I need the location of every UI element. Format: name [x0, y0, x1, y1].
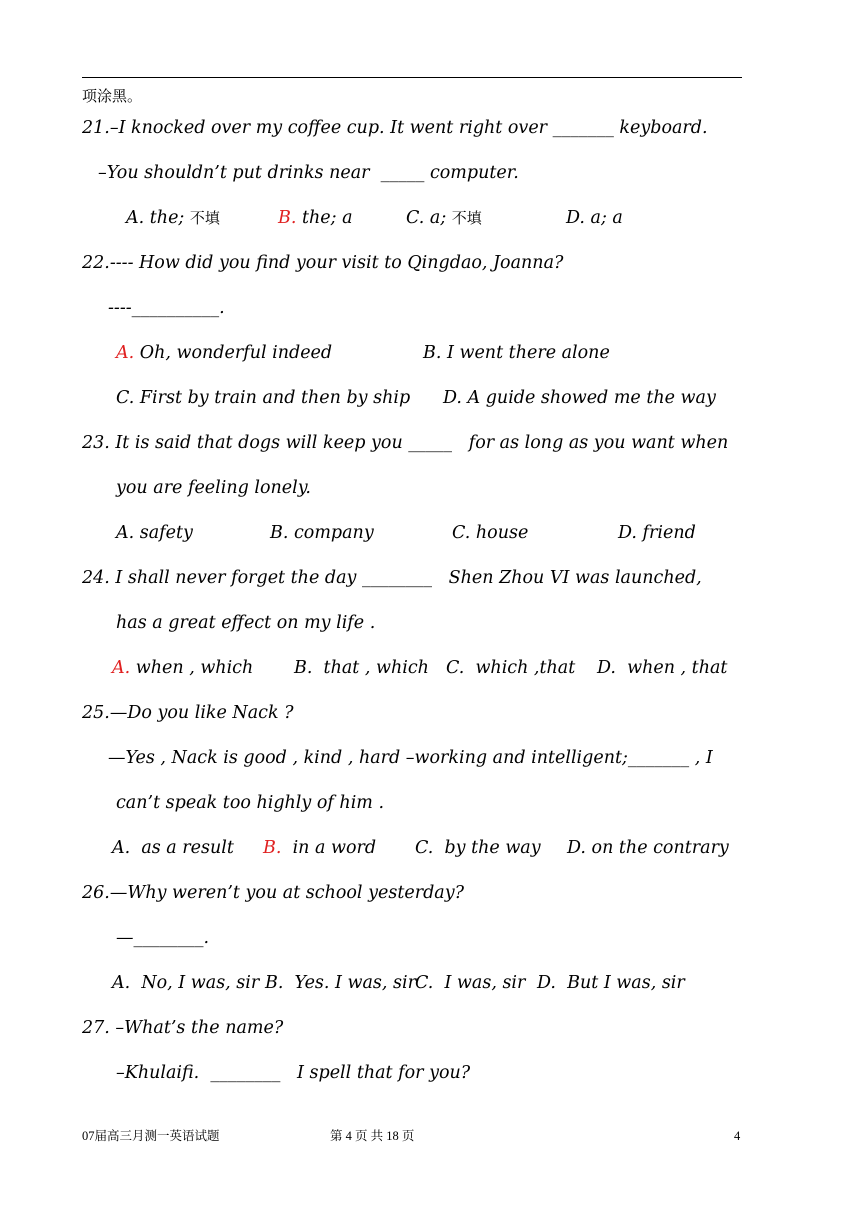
question-25-option-c: C. by the way: [415, 838, 541, 858]
footer-exam-title: 07届高三月测一英语试题: [82, 1129, 220, 1143]
question-26-stem: 26.—Why weren’t you at school yesterday?: [82, 883, 464, 903]
question-25-reply-line2: can’t speak too highly of him .: [116, 793, 385, 813]
question-24-stem-line2: has a great effect on my life .: [116, 613, 376, 633]
answer-mark: B.: [278, 208, 297, 228]
question-25-option-d: D. on the contrary: [567, 838, 729, 858]
question-26-reply: —________.: [116, 928, 210, 948]
question-23-stem-line2: you are feeling lonely.: [116, 478, 311, 498]
question-21-reply: –You shouldn’t put drinks near _____ computer.: [98, 163, 519, 183]
question-22-reply: ----__________.: [108, 298, 225, 318]
question-25-option-b: B. in a word: [263, 838, 377, 858]
question-24-stem-line1: 24. I shall never forget the day ________ Shen Zhou VI was launched,: [82, 568, 702, 588]
header-rule: [82, 77, 742, 78]
question-25-option-a: A. as a result: [112, 838, 234, 858]
question-26-option-c: C. I was, sir: [415, 973, 526, 993]
question-23-option-c: C. house: [452, 523, 529, 543]
answer-mark: A.: [112, 658, 131, 678]
question-23-option-b: B. company: [270, 523, 374, 543]
question-23-stem-line1: 23. It is said that dogs will keep you _____ for as long as you want when: [82, 433, 729, 453]
question-21-option-d: D. a; a: [566, 208, 623, 228]
footer-page-number: 4: [734, 1129, 741, 1143]
question-21-option-a: A. the; 不填: [126, 208, 220, 228]
question-27-reply: –Khulaifi. ________ I spell that for you?: [116, 1063, 471, 1083]
question-21-option-c: C. a; 不填: [406, 208, 482, 228]
footer-page-count: 第 4 页 共 18 页: [330, 1129, 415, 1143]
answer-mark: B.: [263, 838, 282, 858]
question-25-stem: 25.—Do you like Nack ?: [82, 703, 294, 723]
question-27-stem: 27. –What’s the name?: [82, 1018, 284, 1038]
header-fragment: 项涂黑。: [82, 87, 143, 105]
question-26-option-d: D. But I was, sir: [537, 973, 685, 993]
question-26-option-b: B. Yes. I was, sir: [265, 973, 416, 993]
question-22-option-b: B. I went there alone: [423, 343, 610, 363]
question-24-option-b: B. that , which: [294, 658, 429, 678]
question-22-option-d: D. A guide showed me the way: [443, 388, 716, 408]
question-22-stem: 22.---- How did you find your visit to Qingdao, Joanna?: [82, 253, 564, 273]
question-21-option-b: B. the; a: [278, 208, 353, 228]
question-25-reply-line1: —Yes , Nack is good , kind , hard –working and intelligent;_______ , I: [108, 748, 713, 768]
answer-mark: A.: [116, 343, 135, 363]
question-22-option-c: C. First by train and then by ship: [116, 388, 411, 408]
question-22-option-a: A. Oh, wonderful indeed: [116, 343, 333, 363]
question-24-option-a: A. when , which: [112, 658, 254, 678]
question-24-option-d: D. when , that: [597, 658, 728, 678]
question-23-option-d: D. friend: [618, 523, 696, 543]
question-24-option-c: C. which ,that: [446, 658, 576, 678]
question-23-option-a: A. safety: [116, 523, 193, 543]
question-21-stem: 21.–I knocked over my coffee cup. It went right over _______ keyboard.: [82, 118, 708, 138]
question-26-option-a: A. No, I was, sir: [112, 973, 260, 993]
